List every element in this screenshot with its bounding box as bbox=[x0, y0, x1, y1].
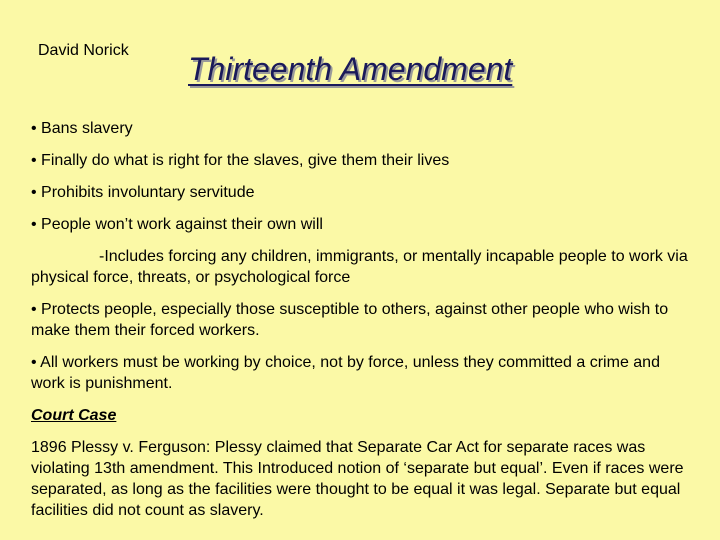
bullet-protects-people: • Protects people, especially those susceptible to others, against other people who wish to make them their forced workers. bbox=[31, 301, 669, 339]
bullet-workers-by-choice: • All workers must be working by choice, not by force, unless they committed a crime and work is punishment. bbox=[31, 354, 660, 392]
bullet-own-will: • People won’t work against their own will bbox=[31, 216, 323, 233]
bullet-involuntary-servitude: • Prohibits involuntary servitude bbox=[31, 184, 255, 201]
court-case-heading bbox=[31, 405, 691, 426]
court-case-heading-text: Court Case bbox=[31, 407, 117, 424]
slide-title: Thirteenth Amendment bbox=[188, 51, 513, 87]
bullet-bans-slavery: • Bans slavery bbox=[31, 120, 133, 137]
slide-body bbox=[31, 118, 691, 532]
court-case-text: 1896 Plessy v. Ferguson: Plessy claimed that Separate Car Act for separate races was violating 13th amendment. This Introduced notion of ‘separate but equal’. Even if races were separated, as long as the facilities were thought to be equal it was legal. Separate but equal facilities did not count as slavery. bbox=[31, 439, 684, 519]
bullet-right-for-slaves: • Finally do what is right for the slaves, give them their lives bbox=[31, 152, 450, 169]
author-name: David Norick bbox=[38, 42, 129, 59]
sub-point-includes-forcing: -Includes forcing any children, immigrants, or mentally incapable people to work via physical force, threats, or psychological force bbox=[31, 248, 688, 286]
